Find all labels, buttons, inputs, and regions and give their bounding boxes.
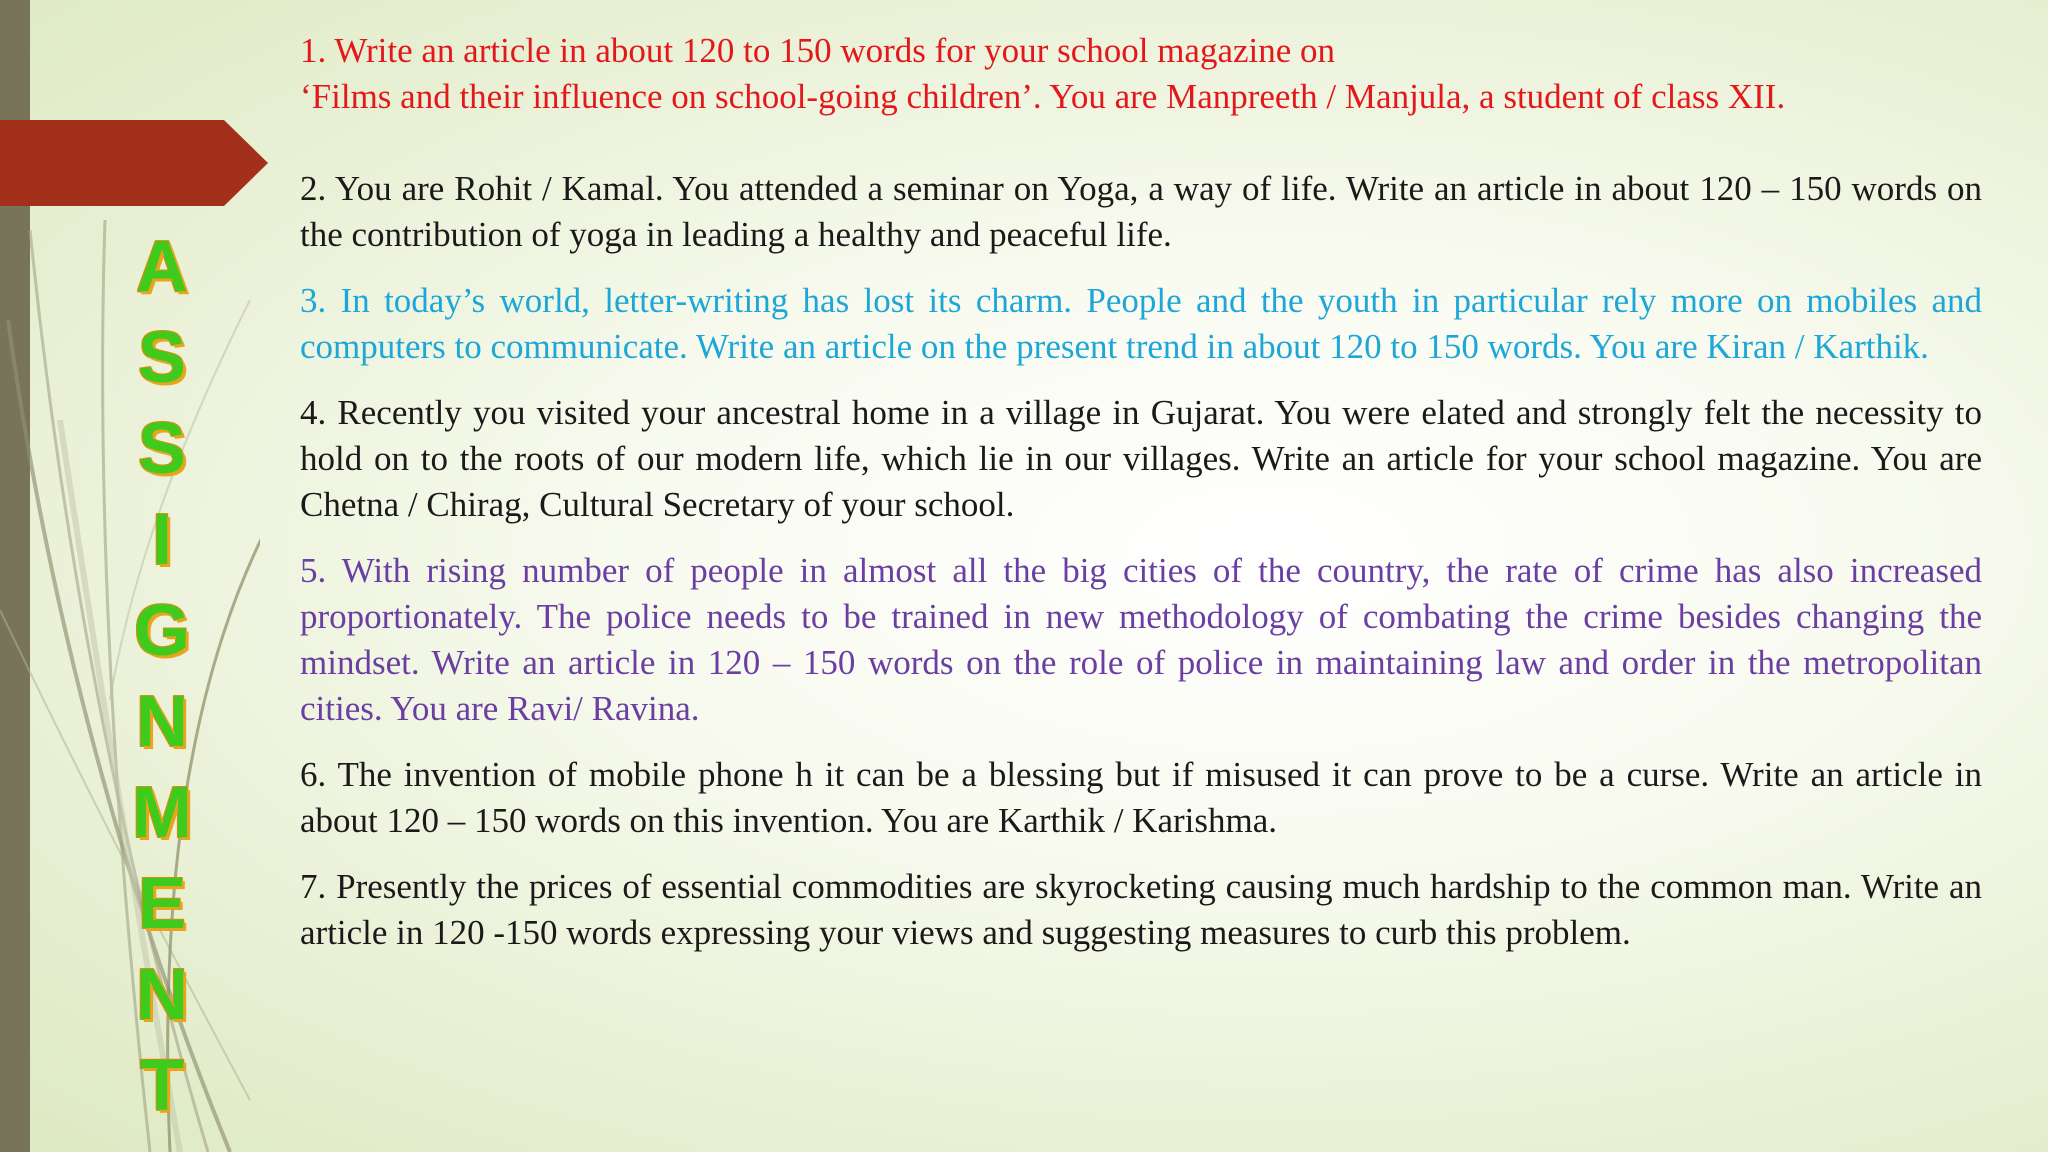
assignment-questions-list — [300, 28, 1982, 956]
question-3: 3. In today’s world, letter-writing has lost its charm. People and the youth in particular rely more on mobiles and computers to communicate. Write an article on the present trend in about 120 to 150 words. You are Kiran / Karthik. — [300, 281, 1982, 366]
title-letter: T — [140, 1046, 184, 1126]
question-6: 6. The invention of mobile phone h it can be a blessing but if misused it can prove to be a curse. Write an article in about 120 – 150 words on this invention. You are Karthik / Karishma. — [300, 755, 1982, 840]
title-letter: N — [136, 682, 188, 762]
title-letter: I — [151, 500, 172, 580]
title-letter: N — [136, 955, 188, 1035]
question-1-line-2: ‘Films and their influence on school-going children’. You are Manpreeth / Manjula, a student of class XII. — [300, 77, 1786, 116]
title-letter: M — [132, 773, 192, 853]
title-letter: S — [137, 409, 187, 489]
assignment-vertical-title — [120, 222, 204, 1132]
question-1-line-1: 1. Write an article in about 120 to 150 words for your school magazine on — [300, 31, 1336, 70]
title-letter: G — [133, 591, 190, 671]
title-letter: S — [137, 318, 187, 398]
arrow-banner — [0, 120, 268, 206]
question-1 — [300, 28, 1982, 120]
question-4: 4. Recently you visited your ancestral home in a village in Gujarat. You were elated and strongly felt the necessity to hold on to the roots of our modern life, which lie in our villages. Write an article for your school magazine. You are Chetna / Chirag, Cultural Secretary of your school. — [300, 393, 1982, 524]
question-2: 2. You are Rohit / Kamal. You attended a seminar on Yoga, a way of life. Write an article in about 120 – 150 words on the contribution of yoga in leading a healthy and peaceful life. — [300, 169, 1982, 254]
question-7: 7. Presently the prices of essential commodities are skyrocketing causing much hardship to the common man. Write an article in 120 -150 words expressing your views and suggesting measures to curb this problem. — [300, 867, 1982, 952]
title-letter: E — [137, 864, 187, 944]
title-letter: A — [136, 227, 188, 307]
question-5: 5. With rising number of people in almost all the big cities of the country, the rate of crime has also increased proportionately. The police needs to be trained in new methodology of combating the crime besides changing the mindset. Write an article in 120 – 150 words on the role of police in maintaining law and order in the metropolitan cities. You are Ravi/ Ravina. — [300, 551, 1982, 728]
